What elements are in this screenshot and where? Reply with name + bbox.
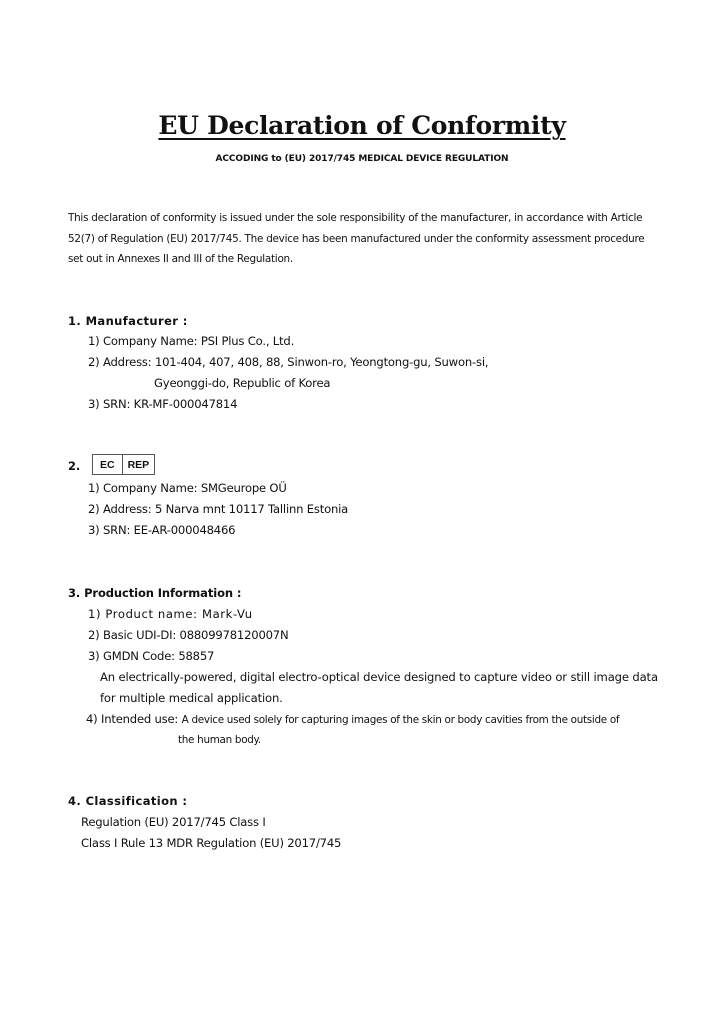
intro-line: 52(7) of Regulation (EU) 2017/745. The device has been manufactured under the conformity assessment procedure: [68, 233, 645, 245]
section-number: 2.: [68, 459, 81, 473]
intended-use-text: A device used solely for capturing images of the skin or body cavities from the outside of: [181, 714, 620, 726]
document-title: EU Declaration of Conformity: [158, 111, 566, 140]
intended-use: [86, 712, 619, 726]
manufacturer-address-cont: Gyeonggi-do, Republic of Korea: [154, 376, 331, 390]
gmdn-description-cont: for multiple medical application.: [100, 691, 283, 705]
intended-use-label: 4) Intended use:: [86, 712, 179, 726]
gmdn-code: 3) GMDN Code: 58857: [88, 649, 215, 663]
classification-line: Regulation (EU) 2017/745 Class I: [81, 815, 266, 829]
section-heading: 1. Manufacturer :: [68, 314, 188, 328]
intro-line: This declaration of conformity is issued under the sole responsibility of the manufacturer, in accordance with Article: [68, 212, 643, 224]
section-heading: 3. Production Information :: [68, 586, 242, 600]
manufacturer-address: 2) Address: 101-404, 407, 408, 88, Sinwon-ro, Yeongtong-gu, Suwon-si,: [88, 355, 489, 369]
ec-rep-srn: 3) SRN: EE-AR-000048466: [88, 523, 236, 537]
ec-rep-symbol-rep: REP: [122, 455, 155, 474]
section-heading: 4. Classification :: [68, 794, 188, 808]
basic-udi-di: 2) Basic UDI-DI: 08809978120007N: [88, 628, 289, 642]
manufacturer-srn: 3) SRN: KR-MF-000047814: [88, 397, 238, 411]
ec-rep-company: 1) Company Name: SMGeurope OÜ: [88, 481, 287, 495]
intro-line: set out in Annexes II and III of the Regulation.: [68, 253, 293, 265]
ec-rep-symbol-ec: EC: [100, 458, 115, 471]
product-name: 1) Product name: Mark-Vu: [88, 607, 253, 621]
manufacturer-company: 1) Company Name: PSI Plus Co., Ltd.: [88, 334, 295, 348]
ec-rep-address: 2) Address: 5 Narva mnt 10117 Tallinn Estonia: [88, 502, 349, 516]
document-subtitle: ACCODING to (EU) 2017/745 MEDICAL DEVICE REGULATION: [215, 154, 509, 164]
classification-line: Class I Rule 13 MDR Regulation (EU) 2017/745: [81, 836, 342, 850]
intended-use-cont: the human body.: [178, 734, 261, 746]
ec-rep-symbol: [92, 454, 155, 475]
gmdn-description: An electrically-powered, digital electro-optical device designed to capture video or still image data: [100, 670, 658, 684]
